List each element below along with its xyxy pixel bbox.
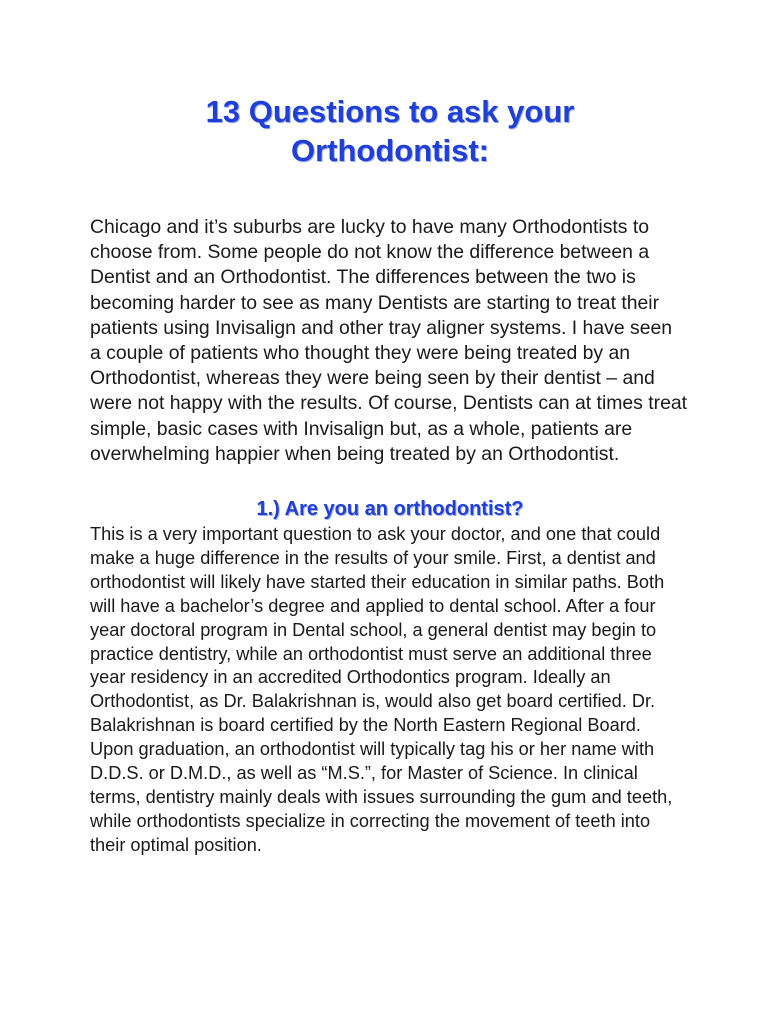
document-page bbox=[90, 92, 690, 858]
question-1-heading: 1.) Are you an orthodontist? bbox=[256, 498, 524, 521]
document-title bbox=[90, 92, 690, 170]
title-line-1: 13 Questions to ask your bbox=[205, 94, 575, 129]
intro-paragraph: Chicago and it’s suburbs are lucky to have many Orthodontists to choose from. Some people do not know the difference between a Dentist and an Orthodontist. The differences between the two is becoming harder to see as many Dentists are starting to treat their patients using Invisalign and other tray aligner systems. I have seen a couple of patients who thought they were being treated by an Orthodontist, whereas they were being seen by their dentist – and were not happy with the results. Of course, Dentists can at times treat simple, basic cases with Invisalign but, as a whole, patients are overwhelming happier when being treated by an Orthodontist. bbox=[90, 216, 688, 465]
title-line-2: Orthodontist: bbox=[290, 133, 489, 168]
question-1-answer: This is a very important question to ask your doctor, and one that could make a huge difference in the results of your smile. First, a dentist and orthodontist will likely have started their education in similar paths. Both will have a bachelor’s degree and applied to dental school. After a four year doctoral program in Dental school, a general dentist may begin to practice dentistry, while an orthodontist must serve an additional three year residency in an accredited Orthodontics program. Ideally an Orthodontist, as Dr. Balakrishnan is, would also get board certified. Dr. Balakrishnan is board certified by the North Eastern Regional Board. Upon graduation, an orthodontist will typically tag his or her name with D.D.S. or D.M.D., as well as “M.S.”, for Master of Science. In clinical terms, dentistry mainly deals with issues surrounding the gum and teeth, while orthodontists specialize in correcting the movement of teeth into their optimal position. bbox=[90, 524, 673, 855]
